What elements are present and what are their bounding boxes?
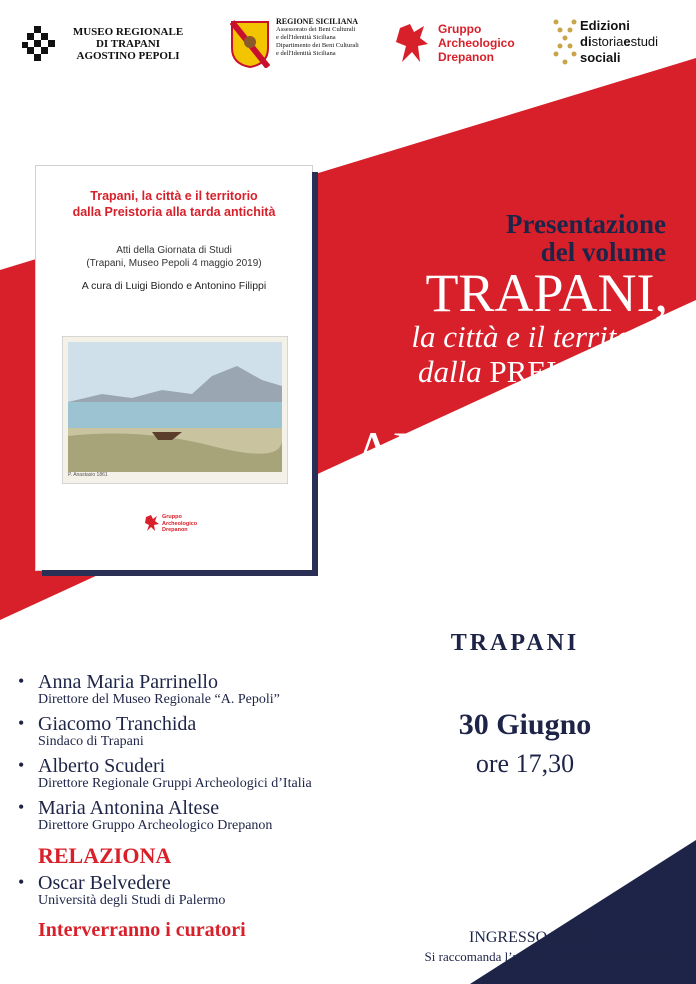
ingresso-libero: INGRESSO LIBERO	[468, 929, 609, 946]
bullet: •	[18, 872, 25, 892]
bullet: •	[18, 671, 25, 691]
presentazione-text: Presentazione	[506, 209, 666, 239]
x-dots-logo-icon	[552, 18, 578, 70]
speaker-role: Direttore Regionale Gruppi Archeologici d’Italia	[38, 776, 312, 791]
regione-logo	[230, 18, 390, 76]
title-trapani: TRAPANI,	[425, 263, 668, 323]
book-title-line1: Trapani, la città e il territorio	[90, 189, 258, 203]
title-line2: la città e il territorio	[411, 319, 668, 354]
book-subtitle-line2: (Trapani, Museo Pepoli 4 maggio 2019)	[86, 258, 262, 269]
venue-museo: Museo “A. Pepoli”	[370, 586, 650, 625]
speaker-name: Maria Antonina Altese	[38, 797, 220, 819]
volume-title	[248, 263, 668, 528]
book-publisher-line1: Gruppo	[162, 514, 182, 520]
event-date: 30 Giugno	[458, 708, 592, 741]
speaker-item	[18, 672, 418, 707]
book-publisher-logo	[144, 512, 224, 542]
edizioni-line2	[580, 34, 658, 50]
checkered-diamond-logo-icon	[22, 26, 60, 66]
speaker-item	[18, 756, 418, 791]
warrior-figure-small-icon	[144, 514, 160, 532]
relaziona-title: RELAZIONA	[38, 843, 172, 868]
title-line3	[248, 354, 668, 390]
speaker-name: Anna Maria Parrinello	[38, 671, 218, 693]
gruppo-line2: Archeologico	[438, 36, 515, 50]
title-antichita: ANTICHITÀ	[354, 421, 648, 481]
speaker-item	[18, 873, 418, 908]
museo-line3: AGOSTINO PEPOLI	[76, 50, 180, 62]
book-subtitle-line1: Atti della Giornata di Studi	[116, 245, 232, 256]
speaker-role: Direttore Gruppo Archeologico Drepanon	[38, 818, 273, 833]
program	[18, 642, 418, 942]
edizioni-logo	[552, 16, 692, 76]
speaker-item	[18, 714, 418, 749]
regione-line1: REGIONE SICILIANA	[276, 17, 359, 26]
curatori-line1: a cura di Luigi Biondo	[486, 484, 660, 505]
gruppo-line1: Gruppo	[438, 22, 482, 36]
title-tarda: tarda	[606, 389, 668, 424]
presentation-heading	[306, 210, 666, 266]
speaker-item	[18, 798, 418, 833]
book-editors: A cura di Luigi Biondo e Antonino Filippi	[81, 280, 267, 292]
museo-line2: DI TRAPANI	[95, 38, 161, 50]
edizioni-storia: storia	[591, 34, 624, 49]
bullet: •	[18, 713, 25, 733]
book-title-line2: dalla Preistoria alla tarda antichità	[72, 205, 276, 219]
event-day: Giovedì	[474, 674, 575, 707]
speaker-role: Università degli Studi di Palermo	[38, 893, 226, 908]
sicily-coat-of-arms-icon	[230, 20, 270, 68]
regione-line2: Assessorato dei Beni Culturali	[276, 26, 356, 33]
title-preistoria: PREISTORIA	[489, 354, 668, 389]
title-alla: alla	[550, 389, 599, 424]
venue-city: TRAPANI	[450, 630, 580, 656]
title-dalla: dalla	[417, 354, 482, 389]
del-volume-text: del volume	[540, 237, 666, 267]
edizioni-di: di	[580, 34, 592, 49]
book-publisher-line2: Archeologico	[162, 520, 198, 527]
book-publisher-line3: Drepanon	[162, 527, 188, 533]
curatori-line2: e Antonino Filippi	[521, 506, 660, 527]
edizioni-line1: Edizioni	[580, 18, 630, 33]
bullet: •	[18, 797, 25, 817]
interverranno-text: Interverranno i curatori	[38, 919, 246, 941]
speaker-role: Sindaco di Trapani	[38, 734, 144, 749]
warrior-figure-logo-icon	[394, 22, 434, 66]
event-time: ore 17,30	[475, 749, 575, 778]
speaker-name: Oscar Belvedere	[38, 872, 171, 894]
edizioni-studi: studi	[630, 34, 659, 49]
footer	[374, 928, 674, 966]
regione-line5: e dell'Identità Siciliana	[276, 50, 336, 57]
gruppo-line3: Drepanon	[438, 50, 495, 64]
title-line4	[248, 390, 668, 424]
museo-logo	[22, 22, 212, 74]
gruppo-logo	[394, 18, 524, 76]
speaker-name: Alberto Scuderi	[38, 755, 166, 777]
painting-signature: P. Anastasio 1861	[68, 472, 108, 478]
speaker-name: Giacomo Tranchida	[38, 713, 197, 735]
mascherina-notice: Si raccomanda l’utilizzo della mascherina FFP2	[424, 949, 674, 964]
regione-line4: Dipartimento dei Beni Culturali	[276, 42, 359, 49]
museo-line1: MUSEO REGIONALE	[72, 26, 184, 38]
bullet: •	[18, 755, 25, 775]
regione-line3: e dell'Identità Siciliana	[276, 34, 336, 41]
edizioni-e: e	[623, 34, 631, 49]
speaker-role: Direttore del Museo Regionale “A. Pepoli”	[38, 692, 280, 707]
saluti-title: SALUTI	[38, 642, 120, 667]
edizioni-line3: sociali	[580, 50, 621, 65]
